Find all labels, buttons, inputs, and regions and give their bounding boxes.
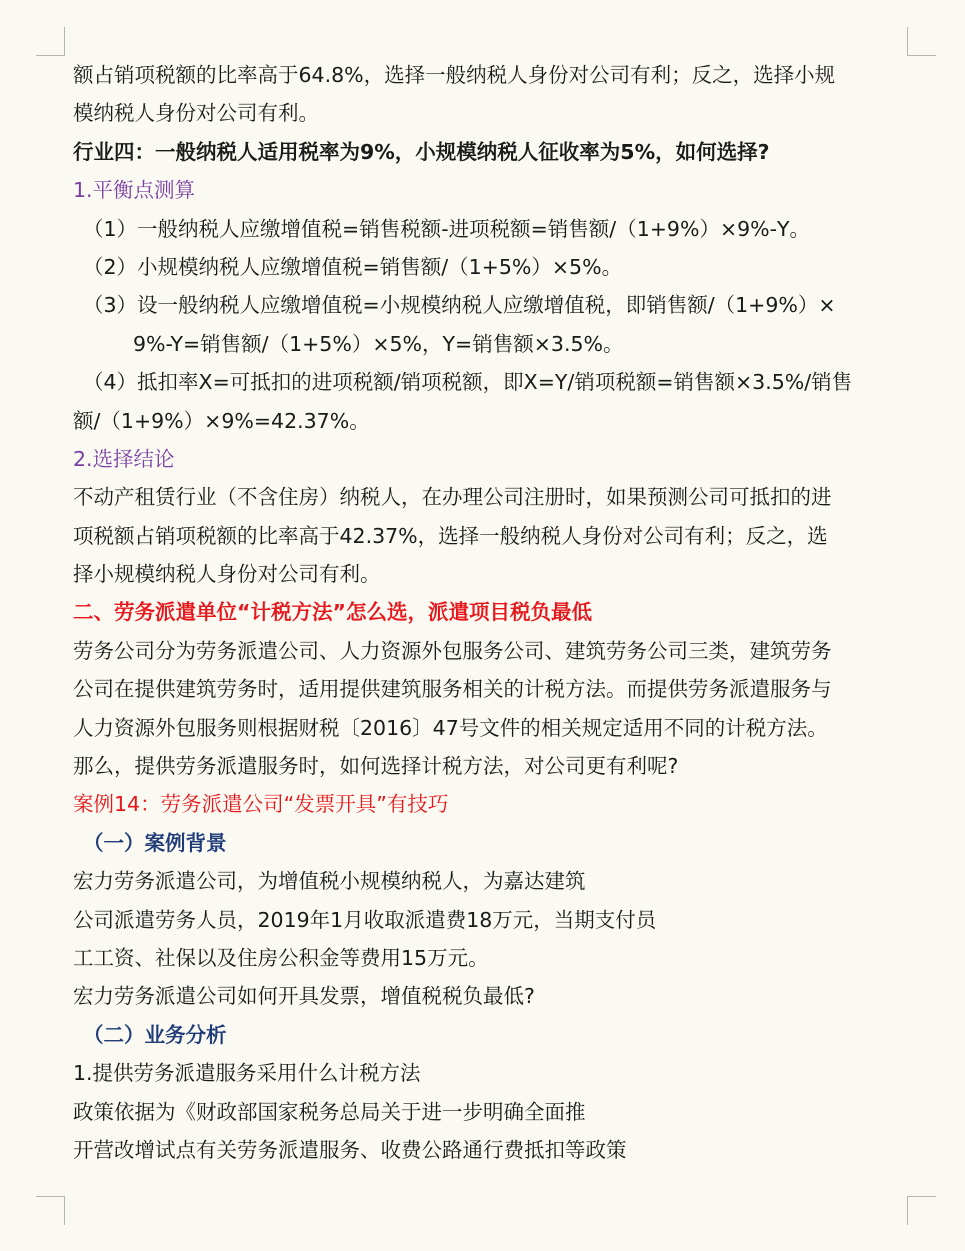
- paragraph-line: 政策依据为《财政部国家税务总局关于进一步明确全面推: [73, 1099, 586, 1124]
- list-item-4: （4）抵扣率X=可抵扣的进项税额/销项税额，即X=Y/销项税额=销售额×3.5%/销售: [83, 370, 853, 395]
- section-two-heading: 二、劳务派遣单位“计税方法”怎么选，派遣项目税负最低: [73, 600, 592, 625]
- paragraph-line: 择小规模纳税人身份对公司有利。: [73, 562, 381, 587]
- paragraph-line: 人力资源外包服务则根据财税〔2016〕47号文件的相关规定适用不同的计税方法。: [73, 715, 828, 740]
- paragraph-line: 劳务公司分为劳务派遣公司、人力资源外包服务公司、建筑劳务公司三类，建筑劳务: [73, 638, 832, 663]
- crop-mark-top-right: [907, 27, 936, 56]
- case-14-title: 案例14：劳务派遣公司“发票开具”有技巧: [73, 792, 449, 817]
- paragraph-line: 宏力劳务派遣公司，为增值税小规模纳税人，为嘉达建筑: [73, 869, 586, 894]
- subheading-tax-method: 1.提供劳务派遣服务采用什么计税方法: [73, 1061, 421, 1086]
- paragraph-line: 公司派遣劳务人员，2019年1月收取派遣费18万元，当期支付员: [73, 907, 657, 932]
- crop-mark-bottom-right: [907, 1196, 936, 1225]
- case-background-heading: （一）案例背景: [83, 830, 227, 855]
- business-analysis-heading: （二）业务分析: [83, 1022, 227, 1047]
- industry-four-heading: 行业四：一般纳税人适用税率为9%，小规模纳税人征收率为5%，如何选择?: [73, 139, 770, 164]
- subheading-conclusion: 2.选择结论: [73, 446, 175, 471]
- paragraph-line: 那么，提供劳务派遣服务时，如何选择计税方法，对公司更有利呢?: [73, 754, 679, 779]
- list-item-3: （3）设一般纳税人应缴增值税=小规模纳税人应缴增值税，即销售额/（1+9%）×: [83, 293, 836, 318]
- paragraph-line: 额占销项税额的比率高于64.8%，选择一般纳税人身份对公司有利；反之，选择小规: [73, 63, 836, 87]
- list-item-3-continued: 9%-Y=销售额/（1+5%）×5%，Y=销售额×3.5%。: [133, 331, 624, 356]
- paragraph-line: 工工资、社保以及住房公积金等费用15万元。: [73, 945, 489, 970]
- list-item-1: （1）一般纳税人应缴增值税=销售税额-进项税额=销售额/（1+9%）×9%-Y。: [83, 216, 811, 241]
- paragraph-line: 模纳税人身份对公司有利。: [73, 101, 319, 126]
- paragraph-line: 不动产租赁行业（不含住房）纳税人，在办理公司注册时，如果预测公司可抵扣的进: [73, 485, 832, 510]
- list-item-4-continued: 额/（1+9%）×9%=42.37%。: [73, 408, 370, 433]
- crop-mark-bottom-left: [36, 1196, 65, 1225]
- list-item-2: （2）小规模纳税人应缴增值税=销售额/（1+5%）×5%。: [83, 254, 623, 279]
- paragraph-line: 项税额占销项税额的比率高于42.37%，选择一般纳税人身份对公司有利；反之，选: [73, 523, 828, 548]
- paragraph-line: 开营改增试点有关劳务派遣服务、收费公路通行费抵扣等政策: [73, 1137, 627, 1162]
- paragraph-line: 宏力劳务派遣公司如何开具发票，增值税税负最低?: [73, 984, 535, 1009]
- crop-mark-top-left: [36, 27, 65, 56]
- subheading-balance-point: 1.平衡点测算: [73, 178, 196, 203]
- paragraph-line: 公司在提供建筑劳务时，适用提供建筑服务相关的计税方法。而提供劳务派遣服务与: [73, 677, 832, 702]
- document-body: [73, 56, 913, 1169]
